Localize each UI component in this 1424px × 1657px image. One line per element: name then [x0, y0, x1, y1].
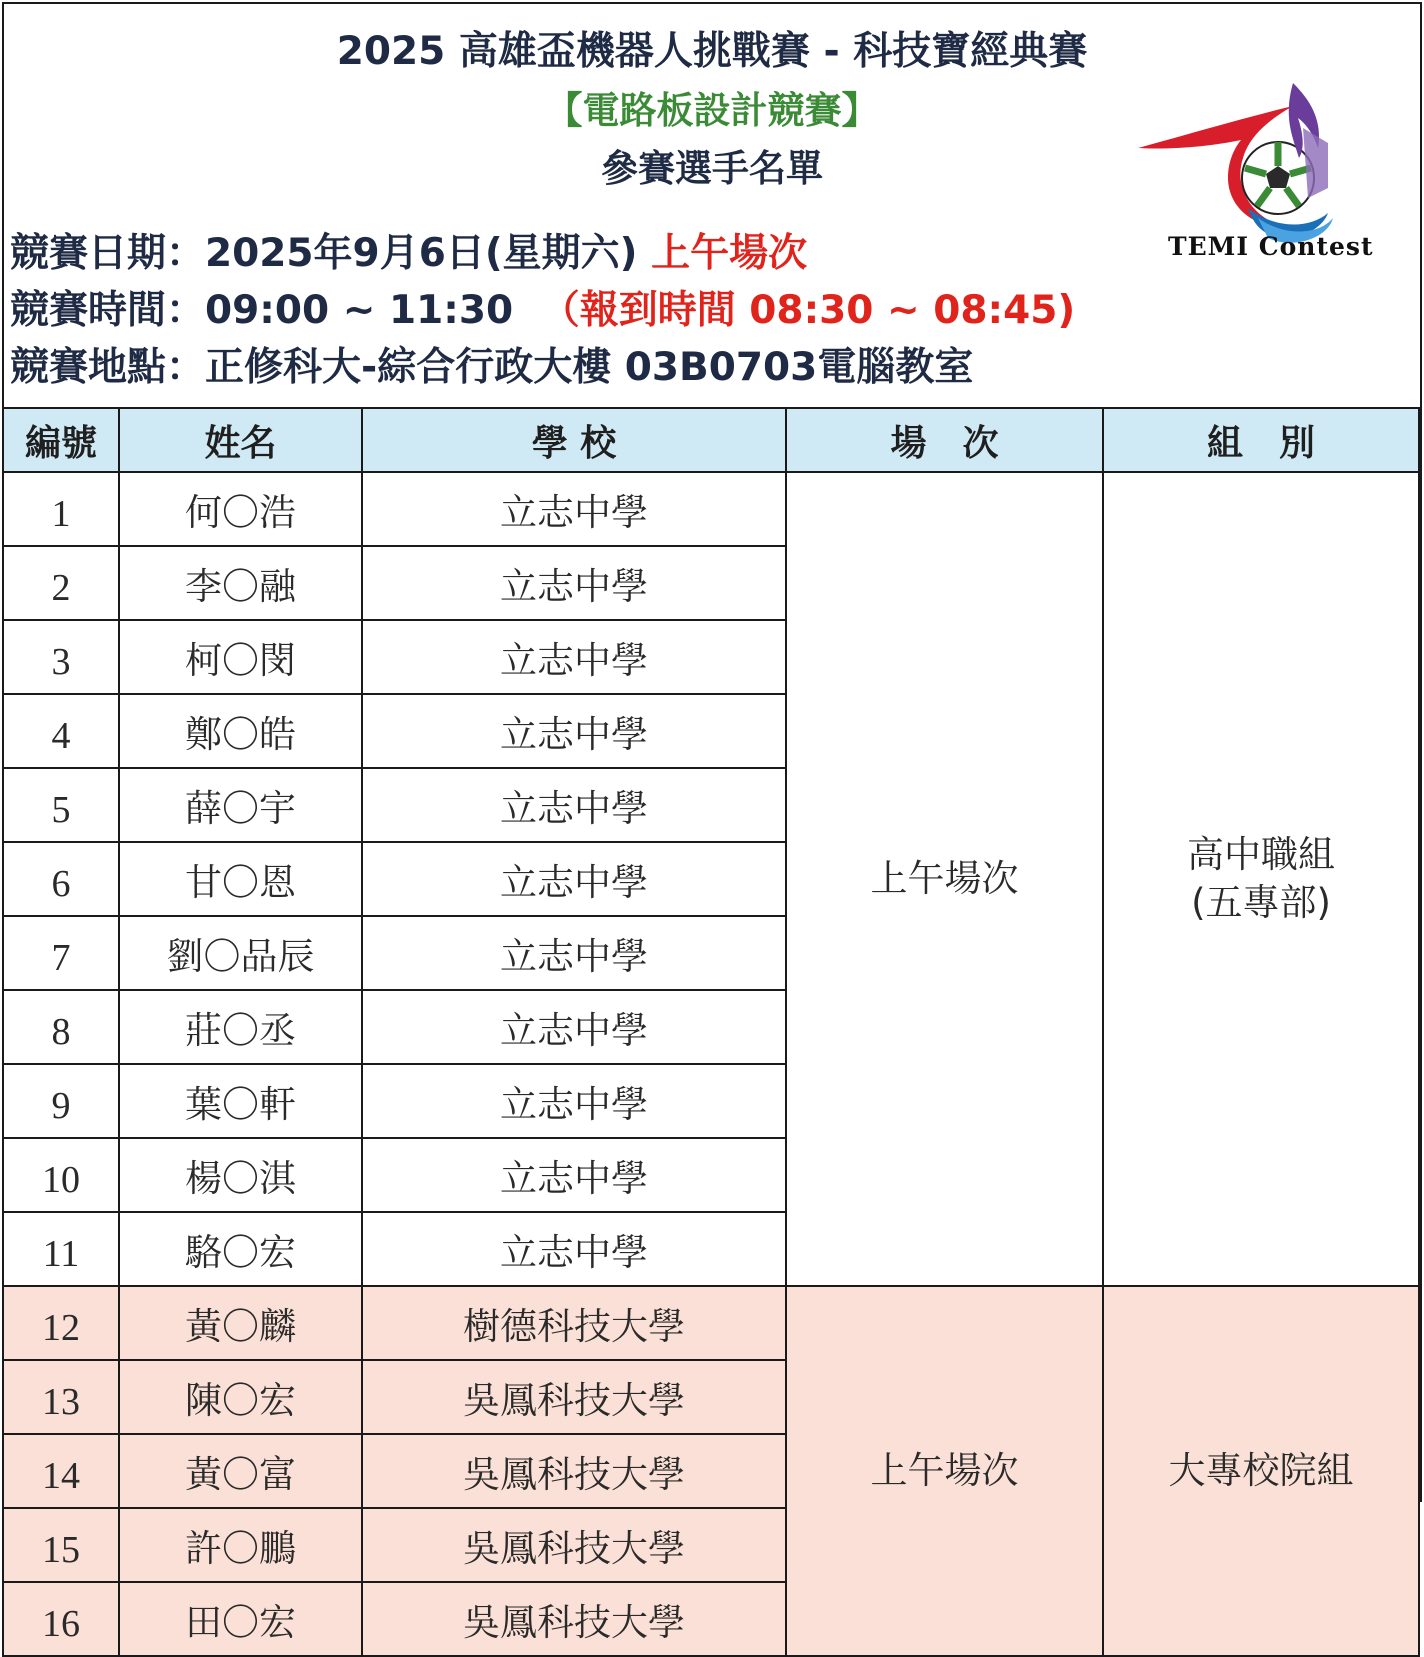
row-school: 立志中學 [362, 1212, 786, 1286]
row-school: 吳鳳科技大學 [362, 1434, 786, 1508]
row-name: 陳〇宏 [119, 1360, 362, 1434]
row-school: 吳鳳科技大學 [362, 1508, 786, 1582]
row-name: 薛〇宇 [119, 768, 362, 842]
time-value: 09:00 ~ 11:30 [205, 288, 514, 333]
row-number: 10 [3, 1138, 119, 1212]
group-cell-1 [1103, 472, 1419, 1286]
row-school: 立志中學 [362, 990, 786, 1064]
row-name: 楊〇淇 [119, 1138, 362, 1212]
title-line-1: 2025 高雄盃機器人挑戰賽 - 科技寶經典賽 [336, 29, 1088, 74]
row-school: 立志中學 [362, 546, 786, 620]
row-school: 立志中學 [362, 768, 786, 842]
row-school: 吳鳳科技大學 [362, 1360, 786, 1434]
header-number: 編號 [3, 408, 119, 472]
table-header-row [3, 408, 1419, 472]
row-number: 13 [3, 1360, 119, 1434]
session-cell-2: 上午場次 [786, 1286, 1103, 1656]
header-school: 學 校 [362, 408, 786, 472]
row-school: 立志中學 [362, 620, 786, 694]
row-name: 李〇融 [119, 546, 362, 620]
time-report: （報到時間 08:30 ~ 08:45) [540, 288, 1076, 333]
date-label: 競賽日期： [10, 231, 206, 276]
date-line [10, 222, 807, 278]
time-line [10, 279, 1075, 335]
row-school: 立志中學 [362, 916, 786, 990]
place-line [10, 336, 973, 392]
header-group: 組 別 [1103, 408, 1419, 472]
row-school: 立志中學 [362, 1138, 786, 1212]
title-line-3: 參賽選手名單 [601, 147, 823, 190]
group-1-line-1: 高中職組 [1187, 832, 1335, 876]
header-session: 場 次 [786, 408, 1103, 472]
row-name: 葉〇軒 [119, 1064, 362, 1138]
row-number: 2 [3, 546, 119, 620]
row-school: 立志中學 [362, 472, 786, 546]
row-name: 何〇浩 [119, 472, 362, 546]
time-label: 競賽時間： [10, 288, 206, 333]
row-number: 14 [3, 1434, 119, 1508]
place-value: 正修科大-綜合行政大樓 03B0703電腦教室 [205, 345, 974, 390]
table-row [3, 1286, 1419, 1360]
row-school: 立志中學 [362, 842, 786, 916]
row-number: 6 [3, 842, 119, 916]
row-number: 9 [3, 1064, 119, 1138]
row-number: 12 [3, 1286, 119, 1360]
logo-text: TEMI Contest [1168, 232, 1374, 261]
row-name: 劉〇品辰 [119, 916, 362, 990]
header [0, 0, 1416, 405]
row-name: 莊〇丞 [119, 990, 362, 1064]
title-line-2: 【電路板設計競賽】 [545, 89, 879, 132]
row-number: 5 [3, 768, 119, 842]
participant-table [2, 407, 1420, 1657]
table-row [3, 472, 1419, 546]
row-school: 立志中學 [362, 694, 786, 768]
row-name: 黃〇富 [119, 1434, 362, 1508]
session-cell-1: 上午場次 [786, 472, 1103, 1286]
row-name: 黃〇麟 [119, 1286, 362, 1360]
row-number: 8 [3, 990, 119, 1064]
row-number: 4 [3, 694, 119, 768]
row-name: 柯〇閔 [119, 620, 362, 694]
header-name: 姓名 [119, 408, 362, 472]
row-name: 鄭〇皓 [119, 694, 362, 768]
place-label: 競賽地點： [10, 345, 206, 390]
row-name: 甘〇恩 [119, 842, 362, 916]
row-number: 11 [3, 1212, 119, 1286]
row-school: 樹德科技大學 [362, 1286, 786, 1360]
row-name: 許〇鵬 [119, 1508, 362, 1582]
row-name: 駱〇宏 [119, 1212, 362, 1286]
date-value: 2025年9月6日(星期六) [205, 231, 638, 276]
row-number: 15 [3, 1508, 119, 1582]
row-number: 7 [3, 916, 119, 990]
row-number: 3 [3, 620, 119, 694]
group-1-line-2: (五專部) [1191, 881, 1331, 924]
row-name: 田〇宏 [119, 1582, 362, 1656]
date-session: 上午場次 [651, 231, 808, 276]
row-school: 立志中學 [362, 1064, 786, 1138]
row-number: 1 [3, 472, 119, 546]
row-number: 16 [3, 1582, 119, 1656]
row-school: 吳鳳科技大學 [362, 1582, 786, 1656]
group-cell-2: 大專校院組 [1103, 1286, 1419, 1656]
